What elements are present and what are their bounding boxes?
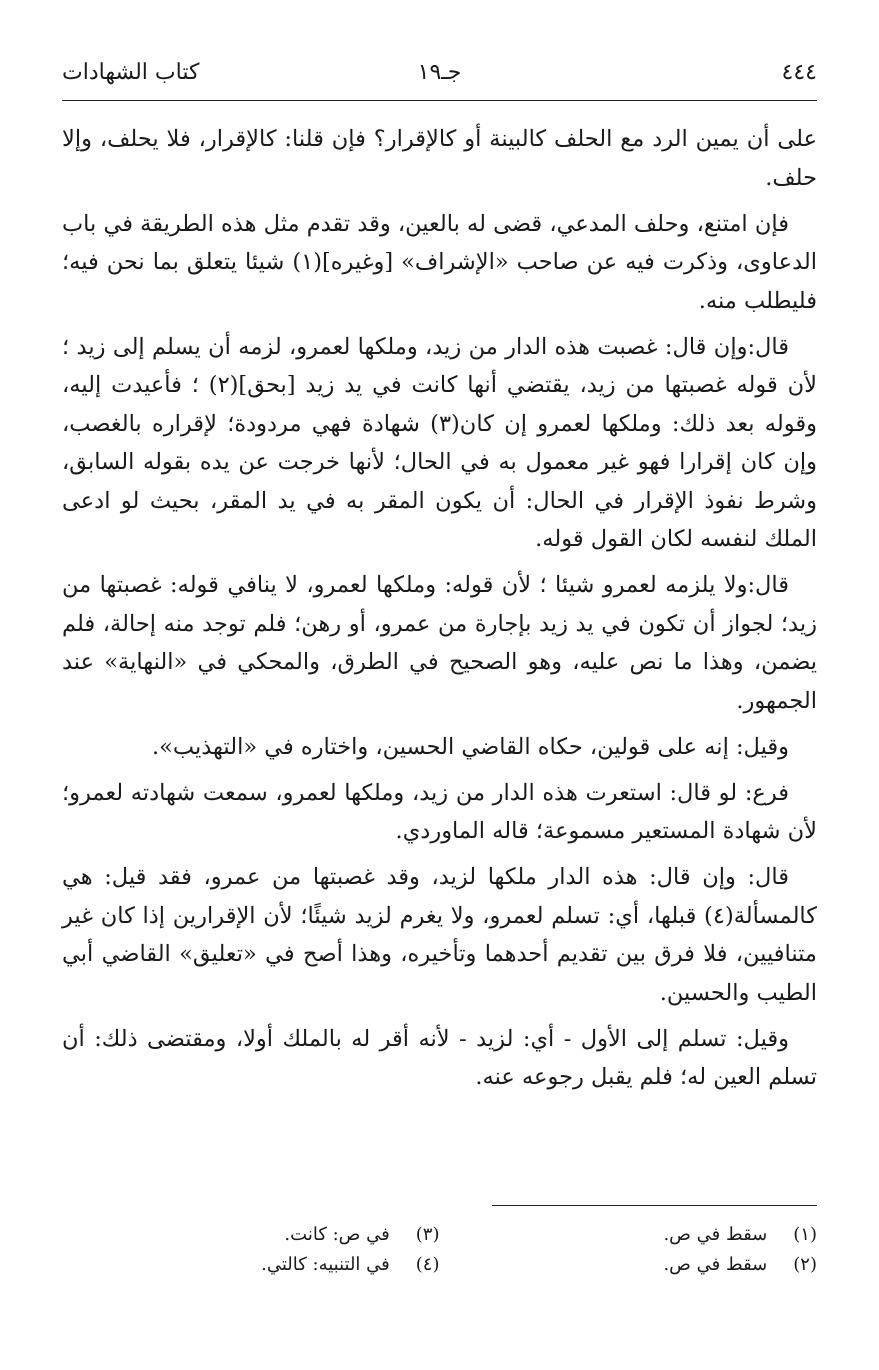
book-title: كتاب الشهادات: [62, 60, 200, 85]
footnote-mark: (١): [793, 1224, 817, 1245]
footnote-mark: (٣): [415, 1224, 440, 1245]
header-divider: [62, 100, 817, 101]
footnote: [62, 1220, 440, 1250]
footnote-row: [62, 1220, 817, 1250]
paragraph: على أن يمين الرد مع الحلف كالبينة أو كالإقرار؟ فإن قلنا: كالإقرار، فلا يحلف، وإلا حلف.: [62, 126, 817, 191]
footnotes: [62, 1220, 817, 1280]
footnote-mark: (٤): [415, 1254, 440, 1275]
footnote-text: في ص: كانت.: [284, 1224, 390, 1245]
footnote: [440, 1220, 818, 1250]
paragraph: قال:وإن قال: غصبت هذه الدار من زيد، وملكها لعمرو، لزمه أن يسلم إلى زيد ؛ لأن قوله غصبتها من زيد، يقتضي أنها كانت في يد زيد [بحق](٢) ؛ فأعيدت إليه، وقوله بعد ذلك: وملكها لعمرو إن كان(٣) شهادة فهي مردودة؛ لإقراره بالغصب، وإن كان إقرارا فهو غير معمول به في الحال؛ لأنها خرجت عن يده بقوله السابق، وشرط نفوذ الإقرار في الحال: أن يكون المقر به في يد المقر، بحيث لو ادعى الملك لنفسه لكان القول قوله.: [62, 333, 817, 552]
paragraph: قال:ولا يلزمه لعمرو شيئا ؛ لأن قوله: وملكها لعمرو، لا ينافي قوله: غصبتها من زيد؛ لجواز أن تكون في يد زيد بإجارة من عمرو، أو رهن؛ فلم توجد منه إحالة، فلم يضمن، وهذا ما نص عليه، وهو الصحيح في الطرق، والمحكي في «النهاية» عند الجمهور.: [62, 572, 817, 714]
footnote-text: سقط في ص.: [663, 1254, 768, 1275]
page-number: ٤٤٤: [781, 60, 817, 85]
footnote-mark: (٢): [793, 1254, 817, 1275]
paragraph: وقيل: إنه على قولين، حكاه القاضي الحسين، واختاره في «التهذيب».: [151, 733, 789, 760]
footnote: [62, 1250, 440, 1280]
volume-label: جـ١٩: [417, 60, 462, 85]
footnote: [440, 1250, 818, 1280]
footnote-text: في التنبيه: كالتي.: [261, 1254, 390, 1275]
paragraph: قال: وإن قال: هذه الدار ملكها لزيد، وقد غصبتها من عمرو، فقد قيل: هي كالمسألة(٤) قبلها، أي: تسلم لعمرو، ولا يغرم لزيد شيئًا؛ لأن الإقرارين إذا كان غير متنافيين، فلا فرق بين تقديم أحدهما وتأخيره، وهذا أصح في «تعليق» القاضي أبي الطيب والحسين.: [62, 864, 817, 1006]
footnote-text: سقط في ص.: [663, 1224, 768, 1245]
paragraph: فرع: لو قال: استعرت هذه الدار من زيد، وملكها لعمرو، سمعت شهادته لعمرو؛ لأن شهادة المستعير مسموعة؛ قاله الماوردي.: [62, 779, 817, 844]
running-header: [62, 54, 817, 94]
main-text: [62, 120, 817, 1104]
paragraph: وقيل: تسلم إلى الأول - أي: لزيد - لأنه أقر له بالملك أولا، ومقتضى ذلك: أن تسلم العين له؛ فلم يقبل رجوعه عنه.: [62, 1025, 817, 1090]
footnote-row: [62, 1250, 817, 1280]
footnote-divider: [492, 1205, 817, 1206]
paragraph: فإن امتنع، وحلف المدعي، قضى له بالعين، وقد تقدم مثل هذه الطريقة في باب الدعاوى، وذكرت فيه عن صاحب «الإشراف» [وغيره](١) شيئا يتعلق بما نحن فيه؛ فليطلب منه.: [62, 210, 817, 314]
